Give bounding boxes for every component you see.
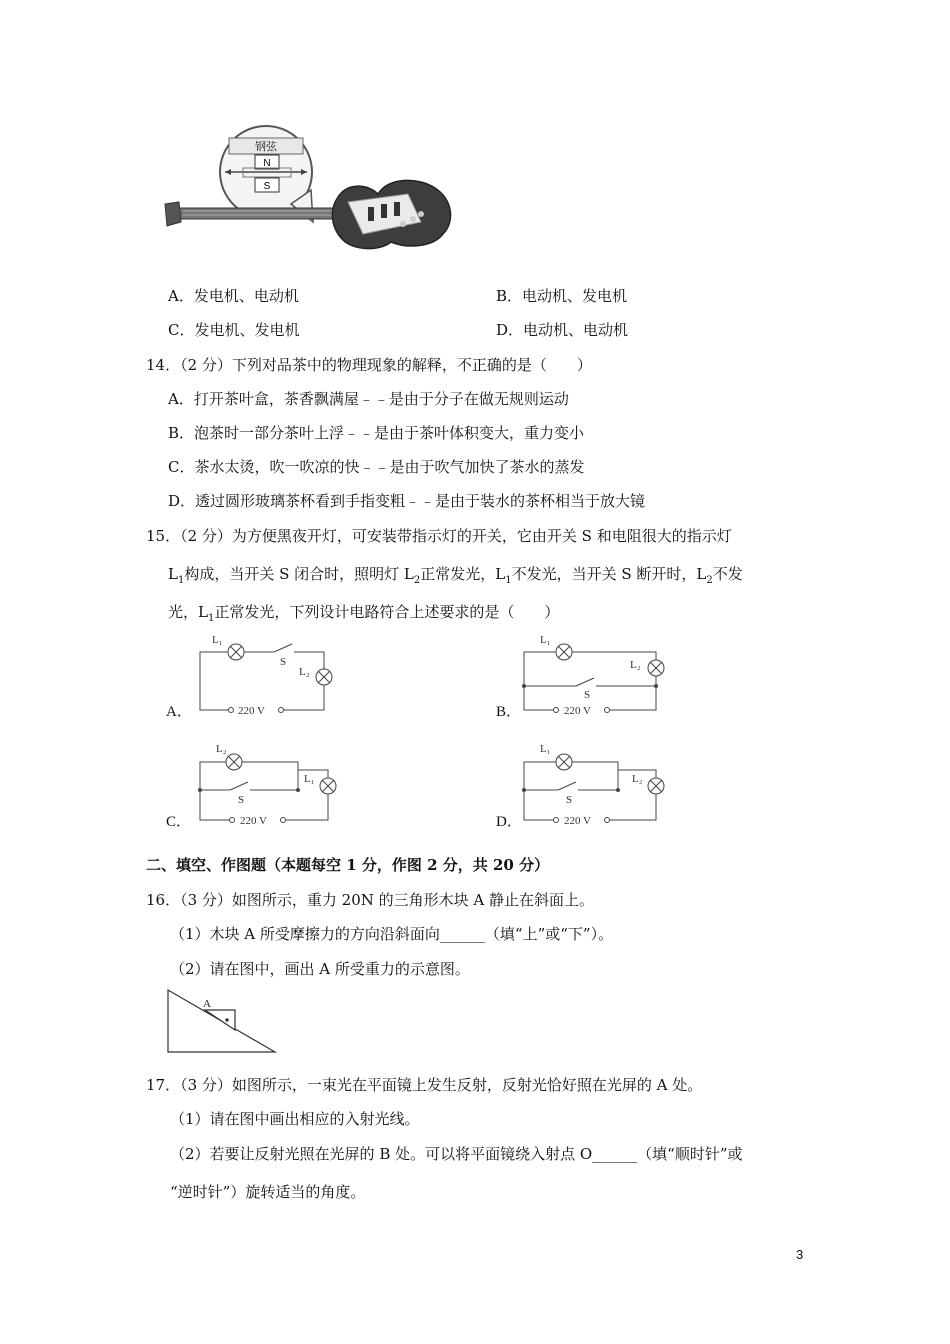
circuit-d-l1: L₁ bbox=[540, 743, 551, 755]
q17-part3: “逆时针”）旋转适当的角度。 bbox=[170, 1183, 366, 1201]
page-number: 3 bbox=[796, 1247, 804, 1262]
q17-stem: 17．（3 分）如图所示，一束光在平面镜上发生反射，反射光恰好照在光屏的 A 处。 bbox=[146, 1076, 703, 1094]
circuit-a bbox=[196, 634, 341, 719]
circuit-c-voltage: 220 V bbox=[240, 815, 267, 827]
block-a-label: A bbox=[203, 998, 211, 1010]
circuit-d-l2: L₂ bbox=[632, 773, 643, 785]
q17-part2: （2）若要让反射光照在光屏的 B 处。可以将平面镜绕入射点 O______（填“顺时针”或 bbox=[170, 1145, 743, 1163]
q15-option-c-label: C． bbox=[166, 814, 192, 830]
figure-label-steel-string: 钢弦 bbox=[255, 140, 277, 153]
circuit-b-s: S bbox=[584, 689, 591, 701]
circuit-d-voltage: 220 V bbox=[564, 815, 591, 827]
circuit-b-l2: L₂ bbox=[630, 659, 641, 671]
circuit-a-s: S bbox=[280, 656, 287, 668]
magnet-s-label: S bbox=[263, 181, 271, 192]
magnet-n-label: N bbox=[263, 158, 271, 169]
q15-option-b-label: B． bbox=[496, 704, 522, 720]
q16-part1: （1）木块 A 所受摩擦力的方向沿斜面向______（填“上”或“下”）。 bbox=[170, 925, 614, 943]
q15-stem-line2: $L_1$构成，当开关 S 闭合时，照明灯 $L_2$正常发光，$L_1$不发光，当开关 S 断开时，$L_2$不发 bbox=[168, 565, 743, 586]
q13-option-d: D．电动机、电动机 bbox=[496, 321, 629, 339]
circuit-c bbox=[196, 742, 346, 828]
q14-option-a: A．打开茶叶盒，茶香飘满屋﹣﹣是由于分子在做无规则运动 bbox=[168, 390, 569, 408]
circuit-d-s: S bbox=[566, 794, 573, 806]
q14-option-b: B．泡茶时一部分茶叶上浮﹣﹣是由于茶叶体积变大，重力变小 bbox=[168, 424, 585, 442]
q13-option-c: C．发电机、发电机 bbox=[168, 321, 300, 339]
circuit-c-s: S bbox=[238, 794, 245, 806]
incline-figure bbox=[165, 988, 280, 1056]
circuit-a-voltage: 220 V bbox=[238, 705, 265, 717]
circuit-b bbox=[520, 634, 670, 719]
q15-option-d-label: D． bbox=[496, 814, 522, 830]
q14-option-c: C．茶水太烫，吹一吹凉的快﹣﹣是由于吹气加快了茶水的蒸发 bbox=[168, 458, 585, 476]
circuit-b-l1: L₁ bbox=[540, 634, 551, 646]
circuit-b-voltage: 220 V bbox=[564, 705, 591, 717]
q13-option-b: B．电动机、发电机 bbox=[496, 287, 628, 305]
q15-stem-line1: 15．（2 分）为方便黑夜开灯，可安装带指示灯的开关，它由开关 S 和电阻很大的指示灯 bbox=[146, 527, 732, 545]
circuit-c-l2: L₂ bbox=[216, 743, 227, 755]
q14-stem: 14．（2 分）下列对品茶中的物理现象的解释，不正确的是（ ） bbox=[146, 356, 592, 374]
q13-option-a: A．发电机、电动机 bbox=[168, 287, 299, 305]
circuit-d bbox=[520, 742, 670, 828]
q15-stem-line3: 光，$L_1$正常发光，下列设计电路符合上述要求的是（ ） bbox=[168, 603, 560, 624]
q15-option-a-label: A． bbox=[166, 704, 192, 720]
section-2-title: 二、填空、作图题（本题每空 1 分，作图 2 分，共 20 分） bbox=[146, 856, 550, 874]
q14-option-d: D．透过圆形玻璃茶杯看到手指变粗﹣﹣是由于装水的茶杯相当于放大镜 bbox=[168, 492, 646, 510]
q16-part2: （2）请在图中，画出 A 所受重力的示意图。 bbox=[170, 960, 470, 978]
q17-part1: （1）请在图中画出相应的入射光线。 bbox=[170, 1110, 420, 1128]
circuit-c-l1: L₁ bbox=[304, 773, 315, 785]
guitar-pickup-figure bbox=[163, 122, 458, 257]
circuit-a-l2: L₂ bbox=[299, 666, 310, 678]
circuit-a-l1: L₁ bbox=[212, 634, 223, 646]
q16-stem: 16．（3 分）如图所示，重力 20N 的三角形木块 A 静止在斜面上。 bbox=[146, 891, 595, 909]
